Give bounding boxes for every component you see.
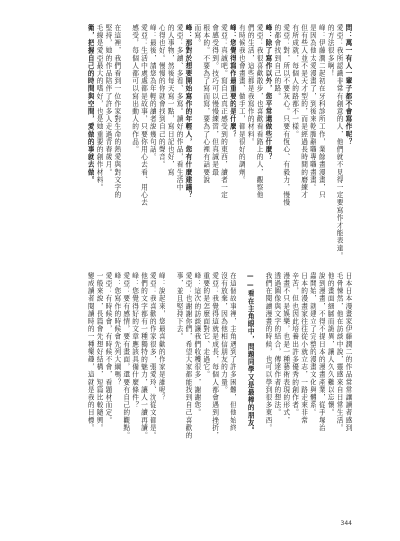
top-text-block xyxy=(56,24,352,260)
text-column xyxy=(165,272,174,508)
text-column: 愛亞：我很喜歡散步，也喜歡看看路上的人，觀察他 xyxy=(255,24,264,199)
text-column: 衛，把握自己的時間與空間，愛做的事就去做。 xyxy=(86,24,95,184)
text-column: 感受，每個人都可以寫出動人的作品。 xyxy=(130,24,139,154)
text-column: 我們在閱讀漫畫的時候，也可以學到很多東西。 xyxy=(263,272,272,432)
text-column: 心得也好。慢慢的你就會找到自己的聲音。 xyxy=(157,24,166,169)
text-column: 峰：這次的訪談讓我們收穫很多，謝謝您。 xyxy=(192,272,201,417)
text-column xyxy=(236,272,245,508)
text-column: 愛亞：也謝謝你們，希望大家都能找到自己喜歡的 xyxy=(183,272,192,440)
text-column: 他的畫面細膩而詭異，讓人久久難以忘懷。 xyxy=(326,272,335,417)
text-column: 愛亞：我覺得這就是成長，每個人都會遇到挫折， xyxy=(210,272,219,440)
text-column: 峰：說起來，您最喜歡的作家是誰呢？ xyxy=(157,272,166,402)
text-column: 峰：您寫作的時候會先列大綱嗎？ xyxy=(112,272,121,386)
text-column: 峰：最後，請您為年輕的讀者說幾句話。 xyxy=(148,24,157,161)
text-column: 他們的文字都有一種獨特的魅力，讓人一讀再讀。 xyxy=(139,272,148,440)
text-column: 日本的漫畫家往往從小就立志，一路走來非常 xyxy=(299,272,308,424)
text-column: 重要的是怎麼面對它、走過它。 xyxy=(201,272,210,379)
text-column: 峰：那對於想要開始寫作的年輕人，您有什麼建議？ xyxy=(183,24,192,199)
text-column: 愛亞：有時候會，有時候不會，看題材而定。 xyxy=(103,272,112,424)
text-column: 蟲開始，就建立了完整的漫畫文化與體系。 xyxy=(308,272,317,417)
text-column: ——看在主角眼中，問題同學又是最棒的朋友。 xyxy=(246,272,255,435)
text-column: 透過圖像與文字的結合，傳達作者的想法。 xyxy=(272,272,281,417)
text-column: 但有些人並不是天才型的，而是經過長時間的磨練才 xyxy=(299,24,308,199)
text-column: 變成讀者閱讀時的一種樂趣，這就是我的目標。 xyxy=(86,272,95,432)
text-column: 日本日本漫畫家伊藤潤二的作品常常讓讀者感到 xyxy=(344,272,352,432)
text-column: 漫畫不只是娛樂，也是一種藝術表現的形式， xyxy=(281,272,290,424)
text-column: 峰：您覺得好的文章應該具備什麼條件？ xyxy=(130,272,139,409)
text-column: 會感受得到。技巧可以慢慢練習，但真誠是最 xyxy=(210,24,219,176)
text-column: 在這裡，我們看到一位作家對生命的熱愛與對文字的 xyxy=(112,24,121,199)
text-column: 峰：伊藤潤二起初在牙科診所工作，業餘畫漫畫，只 xyxy=(317,24,326,199)
text-column: 愛亞：生活中處處都是故事，只要你用心去看、用心去 xyxy=(139,24,148,207)
text-column: 毛線是愛亞最大的嗜好，也是她重要的創作材料。 xyxy=(95,24,104,192)
text-column: 愛亞：我所認識非常有創意的人，他們就不見得一定要寫作才能表達。 xyxy=(335,24,344,260)
text-column: 辛苦，但也因此培養出許多優秀的創作者。 xyxy=(290,272,299,417)
text-column: 有時候我也會畫畫、做手工，都是很好的調劑。 xyxy=(237,24,246,184)
text-column: 毛骨悚然，他在訪談中說，靈感來自日常生活。 xyxy=(335,272,344,432)
text-column: 一般來說，長篇會先想好結構，短篇比較隨興。 xyxy=(95,272,104,432)
bottom-text-block xyxy=(56,272,352,508)
text-column: 峰：除了寫作以外，您平常還做些什麼？ xyxy=(263,24,272,161)
text-column: 說到漫畫，不得不提日本的漫畫產業，從手塚治 xyxy=(317,272,326,432)
text-column xyxy=(121,24,130,260)
text-column: 在這個故事裡，主角遇到了許多困難，但他始終 xyxy=(228,272,237,432)
text-column: 的人事物，然後每天寫一點，寫日記也好，寫 xyxy=(166,24,175,176)
text-column: 的方法很多啊！ xyxy=(326,24,335,78)
text-column: 愛亞：真誠吧。寫自己真正感受到的東西，讀者一定 xyxy=(219,24,228,199)
text-column: 根本的。不要為了寫而寫，要為了心裡有話要說 xyxy=(201,24,210,184)
text-column: 愛亞：對，所以不要灰心。只要有恆心、有毅力，慢慢 xyxy=(281,24,290,207)
text-column: 愛亞：多讀、多看、多寫。讀好的作品，看生活中 xyxy=(175,24,184,192)
text-column: 有所成就，每個人的路都不一樣。 xyxy=(290,24,299,138)
text-column: 沒有放棄，因為他相信朋友的力量。 xyxy=(219,272,228,394)
text-column: 愛亞：要有感情，要有畫面，還要有自己的觀點。 xyxy=(121,272,130,440)
text-column: 堅持，她的作品陪伴了許多人走過青春歲月。 xyxy=(103,24,112,176)
text-column: 峰：您覺得寫作最重要的是什麼？ xyxy=(228,24,237,138)
text-column: 愛亞：我喜歡的作家很多，張愛玲、沈從文都是。 xyxy=(148,272,157,440)
text-column: 的都會找到自己的路。 xyxy=(272,24,281,100)
text-column: 們的生活，這些都是我寫作的材料。 xyxy=(246,24,255,146)
text-column: 是因為他太愛漫畫了，到後來乾脆辭職專職畫畫。 xyxy=(308,24,317,192)
page-number: 344 xyxy=(340,520,352,527)
text-column: 問：萬一有人一輩子都不會寫作呢？ xyxy=(344,24,352,146)
text-column: 事，並且堅持下去。 xyxy=(175,272,184,341)
text-column xyxy=(254,272,263,508)
text-column: 而寫。 xyxy=(192,24,201,47)
